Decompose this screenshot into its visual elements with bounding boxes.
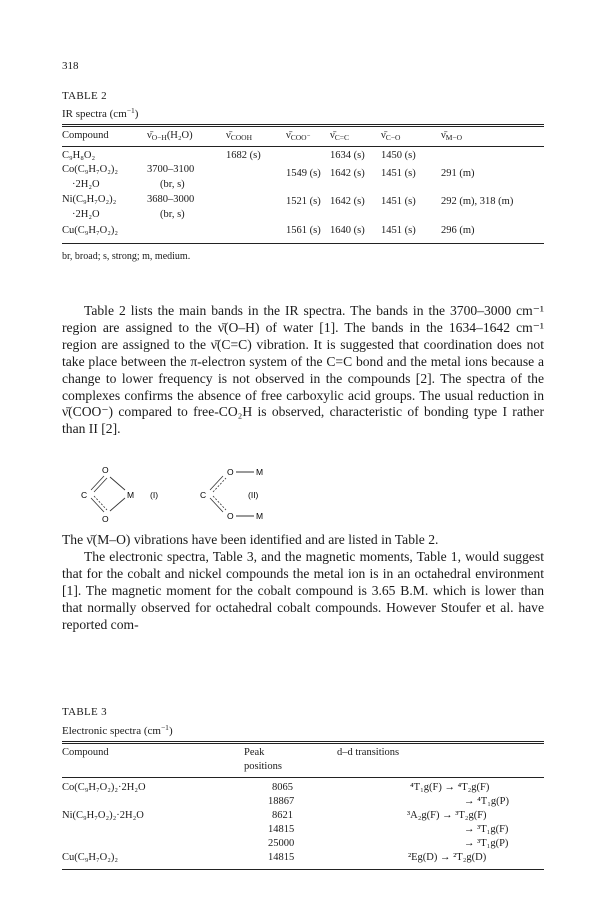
table-cell: 1451 (s) [381, 225, 416, 236]
table-cell: 1549 (s) [286, 168, 321, 179]
table3-caption-text: Electronic spectra (cm [62, 725, 161, 737]
type2-metal-top: M [256, 467, 264, 477]
type1-oxygen-top: O [102, 465, 109, 475]
table-cell: 14815 [268, 852, 295, 863]
table-cell: 1561 (s) [286, 225, 321, 236]
table2-header-cc [330, 131, 349, 142]
table3-header-compound: Compound [62, 747, 109, 758]
table2-caption [62, 106, 138, 120]
table-cell: ·2H₂O [72, 209, 100, 220]
header-oh-tail: (H₂O) [166, 130, 193, 141]
type1-carbon: C [81, 490, 88, 500]
table-cell: 1682 (s) [226, 150, 261, 161]
table-cell: Cu(C₉H₇O₂)₂ [62, 852, 119, 863]
table-cell: ⁴T₁g(F) → ⁴T₂g(F) [410, 782, 490, 793]
table-cell: 14815 [268, 824, 295, 835]
table2-caption-close: ) [134, 108, 139, 120]
table-cell: 3680–3000 [147, 194, 195, 205]
table-cell: 291 (m) [441, 168, 475, 179]
table3-caption [62, 723, 173, 737]
table2-caption-exp: −1 [126, 106, 135, 115]
header-coo-symbol: ν̄ [286, 130, 291, 141]
header-mo-sub: M−O [445, 133, 463, 142]
table-cell: 1451 (s) [381, 196, 416, 207]
table3-header-dd: d–d transitions [337, 747, 400, 758]
table2-top-rule [62, 124, 544, 125]
table3-label: TABLE 3 [62, 706, 107, 718]
table-cell: 8621 [272, 810, 293, 821]
bonding-type-2 [200, 467, 263, 521]
table3-top-rule-2 [62, 743, 544, 744]
table-cell: 1521 (s) [286, 196, 321, 207]
table-cell: → ³T₁g(P) [464, 838, 509, 849]
type2-oxygen-top: O [227, 467, 234, 477]
table-cell: 1640 (s) [330, 225, 365, 236]
table2-header-co [381, 131, 400, 142]
type2-label: (II) [248, 490, 259, 500]
header-cooh-symbol: ν̄ [226, 130, 231, 141]
type1-oxygen-bottom: O [102, 514, 109, 524]
table2-footnote: br, broad; s, strong; m, medium. [62, 251, 191, 262]
table-cell: 1451 (s) [381, 168, 416, 179]
table-cell: 1634 (s) [330, 150, 365, 161]
page-number: 318 [62, 60, 79, 72]
table-cell: → ³T₁g(F) [464, 824, 509, 835]
type2-oxygen-bottom: O [227, 511, 234, 521]
paragraph2-text: The ν̄(M–O) vibrations have been identified and are listed in Table 2. [62, 532, 439, 547]
table-cell: 292 (m), 318 (m) [441, 196, 514, 207]
table-cell: 1450 (s) [381, 150, 416, 161]
table-cell: ²Eg(D) → ²T₂g(D) [408, 852, 487, 863]
paragraph3-text: The electronic spectra, Table 3, and the magnetic moments, Table 1, would suggest that for the cobalt and nickel compounds the metal ion is in an octahedral environment [1]. The magnetic moment for the cobalt compound is 3.65 B.M. which is lower than that normally observed for octahedral cobalt compounds. However Stoufer et al. have reported com- [62, 549, 544, 632]
table-cell: Ni(C₉H₇O₂)₂ [62, 194, 117, 205]
table-cell: ·2H₂O [72, 179, 100, 190]
type2-metal-bottom: M [256, 511, 264, 521]
table-cell: 3700–3100 [147, 164, 195, 175]
table-cell: 296 (m) [441, 225, 475, 236]
table2-header-rule [62, 146, 544, 147]
table-cell: Co(C₉H₇O₂)₂ [62, 164, 119, 175]
header-coo-sub: COO⁻ [290, 133, 311, 142]
table3-header-positions: positions [244, 761, 282, 772]
table2-header-mo [441, 131, 462, 142]
header-cc-symbol: ν̄ [330, 130, 335, 141]
table-cell: (br, s) [160, 209, 185, 220]
table-cell: 1642 (s) [330, 196, 365, 207]
header-cooh-sub: COOH [230, 133, 253, 142]
table3-caption-exp: −1 [160, 723, 169, 732]
table3-header-peak: Peak [244, 747, 265, 758]
header-co-sub: C−O [385, 133, 401, 142]
table-cell: Cu(C₉H₇O₂)₂ [62, 225, 119, 236]
table3-bottom-rule [62, 869, 544, 870]
header-oh-symbol: ν̄ [147, 130, 152, 141]
type2-carbon: C [200, 490, 207, 500]
table2-bottom-rule [62, 243, 544, 244]
table2-caption-text: IR spectra (cm [62, 108, 127, 120]
table2-header-compound: Compound [62, 130, 109, 141]
table-cell: Ni(C₉H₇O₂)₂·2H₂O [62, 810, 144, 821]
type1-label: (I) [150, 490, 159, 500]
table-cell: (br, s) [160, 179, 185, 190]
header-mo-symbol: ν̄ [441, 130, 446, 141]
table-cell: → ⁴T₁g(P) [464, 796, 509, 807]
table2-header-cooh [226, 131, 252, 142]
carboxylate-bonding-diagram [80, 462, 320, 528]
paragraph-ir-discussion [62, 303, 544, 438]
header-co-symbol: ν̄ [381, 130, 386, 141]
table2-label: TABLE 2 [62, 90, 107, 102]
table-cell: ³A₂g(F) → ³T₂g(F) [407, 810, 487, 821]
table2-header-oh [147, 131, 193, 142]
header-cc-sub: C=C [334, 133, 349, 142]
header-oh-sub: O−H [151, 133, 167, 142]
table-cell: 1642 (s) [330, 168, 365, 179]
paragraph-mo-vibrations [62, 532, 544, 549]
table-cell: 18867 [268, 796, 295, 807]
table-cell: 8065 [272, 782, 293, 793]
paragraph-electronic-spectra [62, 549, 544, 634]
table3-top-rule [62, 741, 544, 742]
paragraph1-text: Table 2 lists the main bands in the IR spectra. The bands in the 3700–3000 cm⁻¹ region are assigned to the ν̄(O–H) of water [1]. The bands in the 1634–1642 cm⁻¹ region are assigned to the ν̄(C=C) vibration. It is suggested that coordination does not take place between the π-electron system of the C=C bond and the metal ions because a change to lower frequency is not observed in the compounds [2]. The spectra of the complexes confirms the absence of free carboxylic acid groups. The usual reduction in ν̄(COO⁻) compared to free-CO₂H is observed, characteristic of bonding type I rather than II [2]. [62, 303, 544, 437]
table3-caption-close: ) [168, 725, 173, 737]
table-cell: 25000 [268, 838, 295, 849]
table2-header-coo [286, 131, 311, 142]
table-cell: C₉H₈O₂ [62, 150, 96, 161]
table-cell: Co(C₉H₇O₂)₂·2H₂O [62, 782, 146, 793]
bonding-type-1 [81, 465, 158, 524]
table3-header-rule [62, 777, 544, 778]
type1-metal: M [127, 490, 135, 500]
table2-top-rule-2 [62, 126, 544, 127]
